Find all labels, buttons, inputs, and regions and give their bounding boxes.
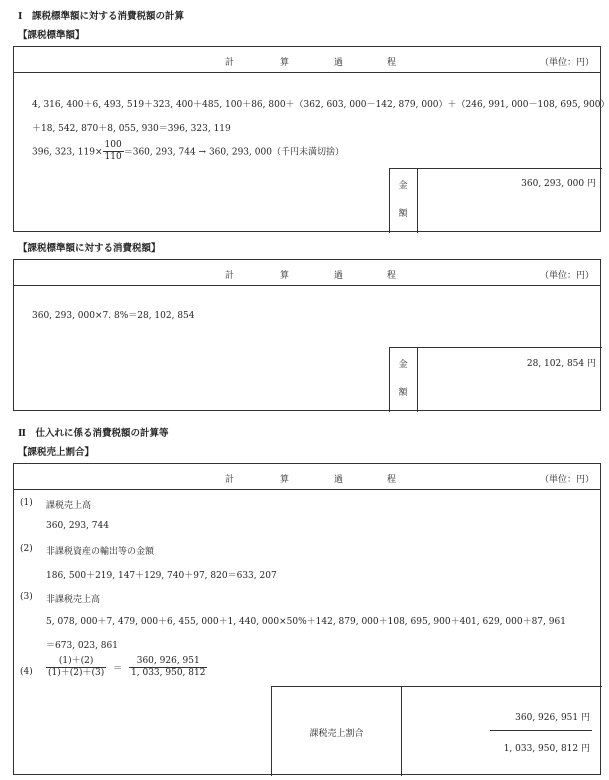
calc-line-3 (32, 140, 344, 164)
block3-header (14, 464, 600, 490)
header-char-1: 計 (225, 475, 235, 485)
item-number: (1) (20, 498, 33, 508)
header-char-4: 程 (387, 271, 397, 281)
ratio-formula (46, 656, 207, 680)
item-title: 非課税資産の輸出等の金額 (46, 547, 155, 557)
value-denominator: 1, 033, 950, 812 (131, 668, 206, 679)
header-char-2: 算 (280, 58, 290, 68)
fraction-numerator: 100 (103, 140, 124, 152)
unit-label: （単位：円） (539, 271, 594, 281)
calc-line-2: ＋18, 542, 870＋8, 055, 930＝396, 323, 119 (32, 124, 231, 134)
item-value: 5, 078, 000＋7, 479, 000＋6, 455, 000＋1, 440, 000×50%＋142, 879, 000＋108, 695, 900＋401, 629, 000＋87, 961 (46, 617, 566, 627)
block2-header (14, 260, 600, 286)
block1-table (13, 46, 609, 232)
kin-cell (389, 168, 417, 233)
item-number: (4) (20, 667, 33, 677)
section2-heading: Ⅱ 仕入れに係る消費税額の計算等 (18, 428, 169, 439)
amount-value: 360, 293, 000 円 (521, 179, 596, 189)
fraction-denominator: 110 (104, 152, 122, 163)
ratio-value-cell (401, 686, 602, 776)
block1-header (14, 47, 600, 73)
block2-label: 【課税標準額に対する消費税額】 (18, 243, 161, 254)
block3-table (13, 463, 601, 775)
header-char-1: 計 (225, 58, 235, 68)
amount-cell (417, 168, 602, 233)
value-numerator: 360, 926, 951 (129, 656, 207, 668)
header-char-1: 計 (225, 271, 235, 281)
amount-cell (417, 347, 602, 412)
item-number: (2) (20, 544, 33, 554)
value-fraction (129, 656, 207, 680)
unit-label: （単位：円） (539, 58, 594, 68)
kin-char-1: 金 (398, 360, 408, 370)
fraction (103, 140, 124, 164)
header-char-4: 程 (387, 475, 397, 485)
item-value: 186, 500＋219, 147＋129, 740＋97, 820＝633, 207 (46, 571, 277, 581)
block3-label: 【課税売上割合】 (18, 447, 95, 458)
kin-char-2: 額 (398, 388, 408, 398)
block2-table (13, 259, 601, 411)
ratio-label: 課税売上割合 (309, 729, 364, 739)
header-char-3: 過 (334, 271, 344, 281)
formula-fraction (46, 656, 106, 680)
kin-char-2: 額 (398, 209, 408, 219)
header-char-3: 過 (334, 475, 344, 485)
formula-numerator: (1)＋(2) (46, 656, 106, 668)
block1-label: 【課税標準額】 (18, 30, 85, 41)
fraction-line (490, 730, 592, 731)
kin-char-1: 金 (398, 181, 408, 191)
kin-cell (389, 347, 417, 412)
amount-value: 28, 102, 854 円 (526, 359, 596, 369)
header-char-3: 過 (334, 58, 344, 68)
equals-sign: ＝ (113, 664, 123, 675)
calc-line-3-post: ＝360, 293, 744 → 360, 293, 000（千円未満切捨） (123, 147, 344, 158)
calc-line-3-pre: 396, 323, 119× (32, 147, 103, 158)
calc-line-1: 360, 293, 000×7. 8%＝28, 102, 854 (32, 311, 195, 321)
header-char-2: 算 (280, 271, 290, 281)
item-value: 360, 293, 744 (46, 521, 109, 531)
section1-heading: Ⅰ 課税標準額に対する消費税額の計算 (18, 11, 184, 22)
item-title: 課税売上高 (46, 501, 92, 511)
unit-label: （単位：円） (539, 475, 594, 485)
header-char-2: 算 (280, 475, 290, 485)
ratio-label-cell (271, 686, 401, 776)
item-number: (3) (20, 592, 33, 602)
item-title: 非課税売上高 (46, 595, 101, 605)
calc-line-1: 4, 316, 400＋6, 493, 519＋323, 400＋485, 100＋86, 800＋（362, 603, 000－142, 879, 000）＋（246, 991, 000－108, 695, 900） (32, 100, 609, 110)
ratio-numerator: 360, 926, 951 円 (515, 713, 590, 723)
item-value-continued: ＝673, 023, 861 (46, 641, 118, 651)
formula-denominator: (1)＋(2)＋(3) (48, 668, 105, 679)
ratio-denominator: 1, 033, 950, 812 円 (503, 744, 590, 754)
header-char-4: 程 (387, 58, 397, 68)
